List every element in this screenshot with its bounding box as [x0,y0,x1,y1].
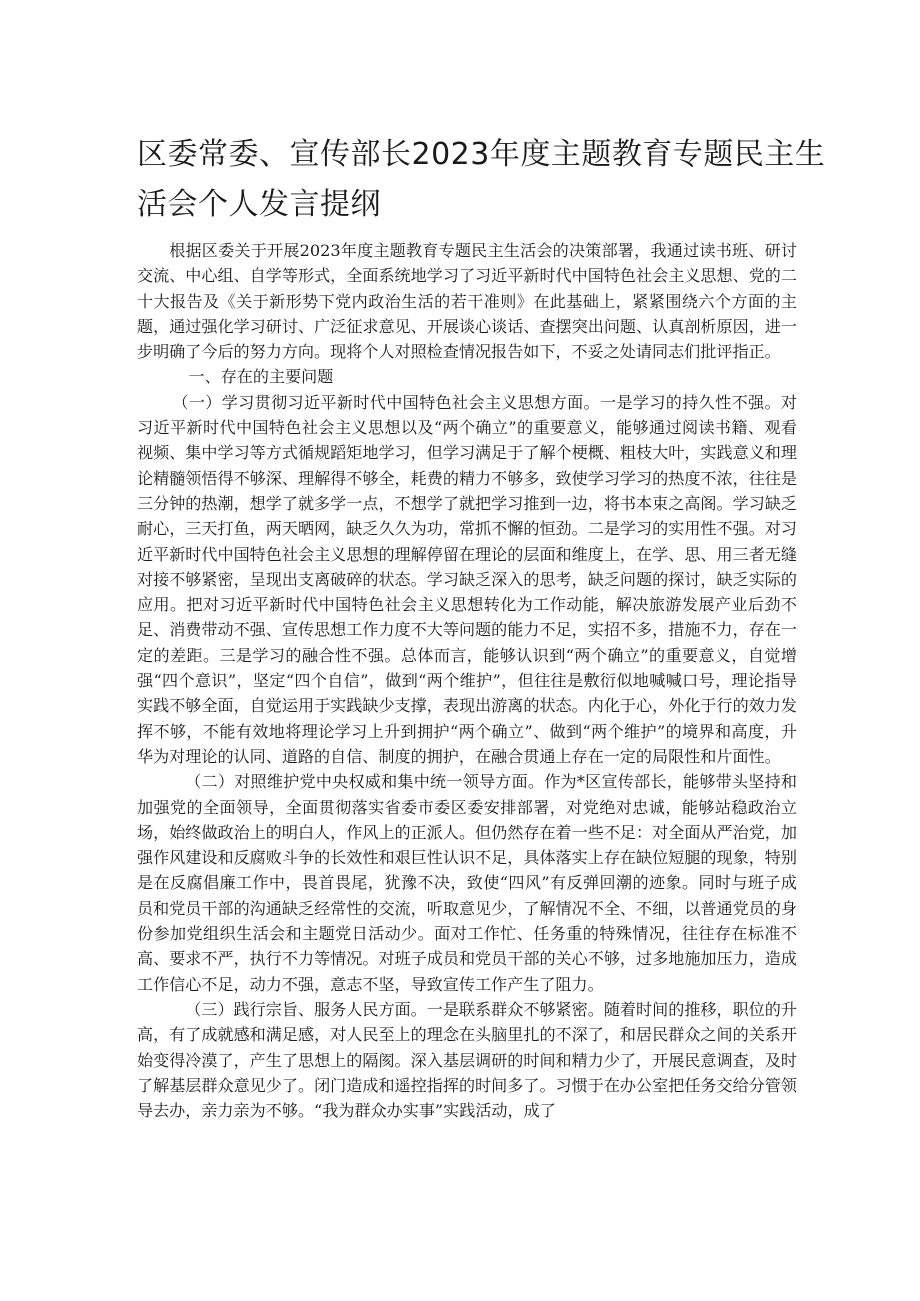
title-line-1: 区委常委、宣传部长2023年度主题教育专题民主生 [137,137,826,172]
document-body [137,238,797,1123]
document-title [137,130,826,230]
paragraph-leadership: （二）对照维护党中央权威和集中统一领导方面。作为*区宣传部长，能够带头坚持和加强党的全面领导，全面贯彻落实省委市委区委安排部署，对党绝对忠诚，能够站稳政治立场，始终做政治上的明白人，作风上的正派人。但仍然存在着一些不足：对全面从严治党，加强作风建设和反腐败斗争的长效性和艰巨性认识不足，具体落实上存在缺位短腿的现象，特别是在反腐倡廉工作中，畏首畏尾，犹豫不决，致使“四风”有反弹回潮的迹象。同时与班子成员和党员干部的沟通缺乏经常性的交流，听取意见少，了解情况不全、不细，以普通党员的身份参加党组织生活会和主题党日活动少。面对工作忙、任务重的特殊情况，往往存在标准不高、要求不严，执行不力等情况。对班子成员和党员干部的关心不够，过多地施加压力，造成工作信心不足，动力不强，意志不坚，导致宣传工作产生了阻力。 [137,772,797,994]
section-heading: 一、存在的主要问题 [188,367,334,387]
paragraph-study: （一）学习贯彻习近平新时代中国特色社会主义思想方面。一是学习的持久性不强。对习近平新时代中国特色社会主义思想以及“两个确立”的重要意义，能够通过阅读书籍、观看视频、集中学习等方式循规蹈矩地学习，但学习满足于了解个梗概、粗枝大叶，实践意义和理论精髓领悟得不够深、理解得不够全，耗费的精力不够多，致使学习学习的热度不浓，往往是三分钟的热潮，想学了就多学一点，不想学了就把学习推到一边，将书本束之高阁。学习缺乏耐心，三天打鱼，两天晒网，缺乏久久为功，常抓不懈的恒劲。二是学习的实用性不强。对习近平新时代中国特色社会主义思想的理解停留在理论的层面和维度上，在学、思、用三者无缝对接不够紧密，呈现出支离破碎的状态。学习缺乏深入的思考，缺乏问题的探讨，缺乏实际的应用。把对习近平新时代中国特色社会主义思想转化为工作动能，解决旅游发展产业后劲不足、消费带动不强、宣传思想工作力度不大等问题的能力不足，实招不多，措施不力，存在一定的差距。三是学习的融合性不强。总体而言，能够认识到“两个确立”的重要意义，自觉增强“四个意识”，坚定“四个自信”，做到“两个维护”，但往往是敷衍似地喊喊口号，理论指导实践不够全面，自觉运用于实践缺少支撑，表现出游离的状态。内化于心，外化于行的效力发挥不够，不能有效地将理论学习上升到拥护“两个确立”、做到“两个维护”的境界和高度，升华为对理论的认同、道路的自信、制度的拥护，在融合贯通上存在一定的局限性和片面性。 [137,392,797,766]
paragraph-service: （三）践行宗旨、服务人民方面。一是联系群众不够紧密。随着时间的推移，职位的升高，有了成就感和满足感，对人民至上的理念在头脑里扎的不深了，和居民群众之间的关系开始变得冷漠了，产生了思想上的隔阂。深入基层调研的时间和精力少了，开展民意调查，及时了解基层群众意见少了。闭门造成和遥控指挥的时间多了。习惯于在办公室把任务交给分管领导去办，亲力亲为不够。“我为群众办实事”实践活动，成了 [137,999,797,1121]
title-line-2: 活会个人发言提纲 [137,187,381,222]
intro-paragraph: 根据区委关于开展2023年度主题教育专题民主生活会的决策部署，我通过读书班、研讨交流、中心组、自学等形式，全面系统地学习了习近平新时代中国特色社会主义思想、党的二十大报告及《关于新形势下党内政治生活的若干准则》在此基础上，紧紧围绕六个方面的主题，通过强化学习研讨、广泛征求意见、开展谈心谈话、查摆突出问题、认真剖析原因，进一步明确了今后的努力方向。现将个人对照检查情况报告如下，不妥之处请同志们批评指正。 [137,241,797,362]
